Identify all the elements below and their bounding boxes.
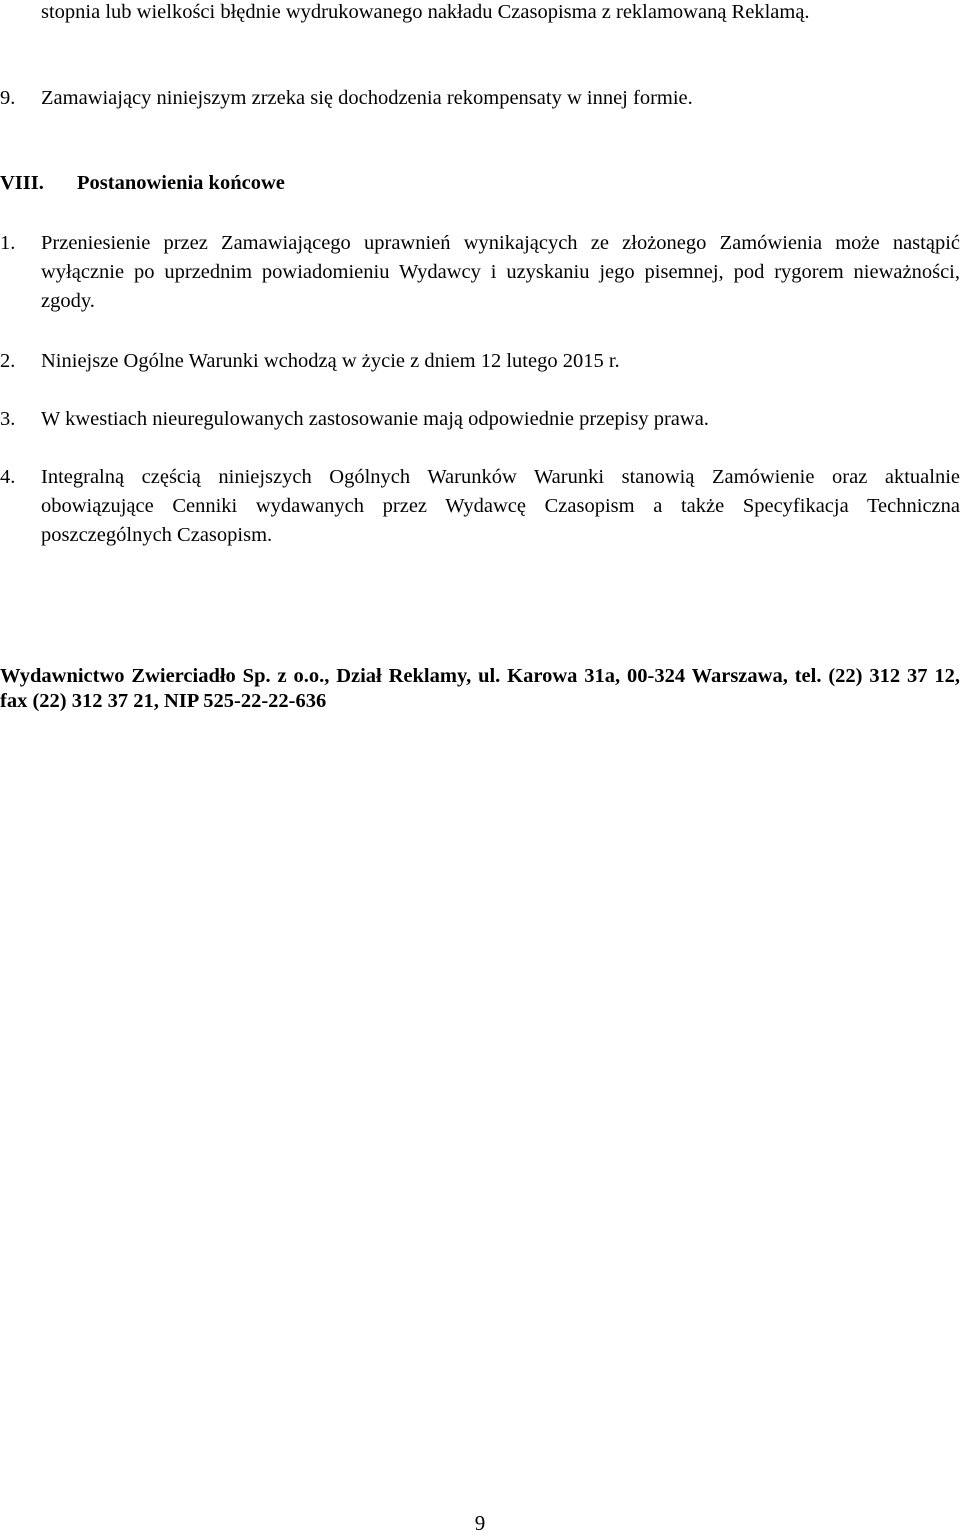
page-number: 9 <box>474 1511 486 1535</box>
list-item-number: 9. <box>0 87 16 109</box>
list-item-text: W kwestiach nieuregulowanych zastosowanie mają odpowiednie przepisy prawa. <box>41 408 709 430</box>
section-title: Postanowienia końcowe <box>77 172 285 194</box>
publisher-contact-footer <box>0 664 960 714</box>
continuation-text: stopnia lub wielkości błędnie wydrukowanego nakładu Czasopisma z reklamowaną Reklamą. <box>41 1 810 23</box>
list-item-number: 4. <box>0 466 16 488</box>
list-item-text: Zamawiający niniejszym zrzeka się dochodzenia rekompensaty w innej formie. <box>41 87 693 109</box>
list-item-1 <box>0 229 960 316</box>
list-item-9 <box>0 84 960 113</box>
list-item-3 <box>0 405 960 434</box>
list-item-text: Niniejsze Ogólne Warunki wchodzą w życie z dniem 12 lutego 2015 r. <box>41 350 620 372</box>
continuation-paragraph <box>0 0 960 27</box>
list-item-number: 2. <box>0 350 16 372</box>
list-item-text: Integralną częścią niniejszych Ogólnych Warunków Warunki stanowią Zamówienie oraz aktualnie obowiązujące Cenniki wydawanych przez Wydawcę Czasopism a także Specyfikacja Techniczna poszczególnych Czasopism. <box>41 466 960 546</box>
list-item-2 <box>0 347 960 376</box>
list-item-text: Przeniesienie przez Zamawiającego uprawnień wynikających ze złożonego Zamówienia może nastąpić wyłącznie po uprzednim powiadomieniu Wydawcy i uzyskaniu jego pisemnej, pod rygorem nieważności, zgody. <box>41 232 960 312</box>
list-item-number: 3. <box>0 408 16 430</box>
publisher-contact-text: Wydawnictwo Zwierciadło Sp. z o.o., Dział Reklamy, ul. Karowa 31a, 00-324 Warszawa, tel. (22) 312 37 12, fax (22) 312 37 21, NIP 525-22-22-636 <box>0 665 960 712</box>
section-heading <box>0 169 960 198</box>
list-item-number: 1. <box>0 232 16 254</box>
list-item-4 <box>0 463 960 550</box>
section-roman-numeral: VIII. <box>0 172 44 194</box>
